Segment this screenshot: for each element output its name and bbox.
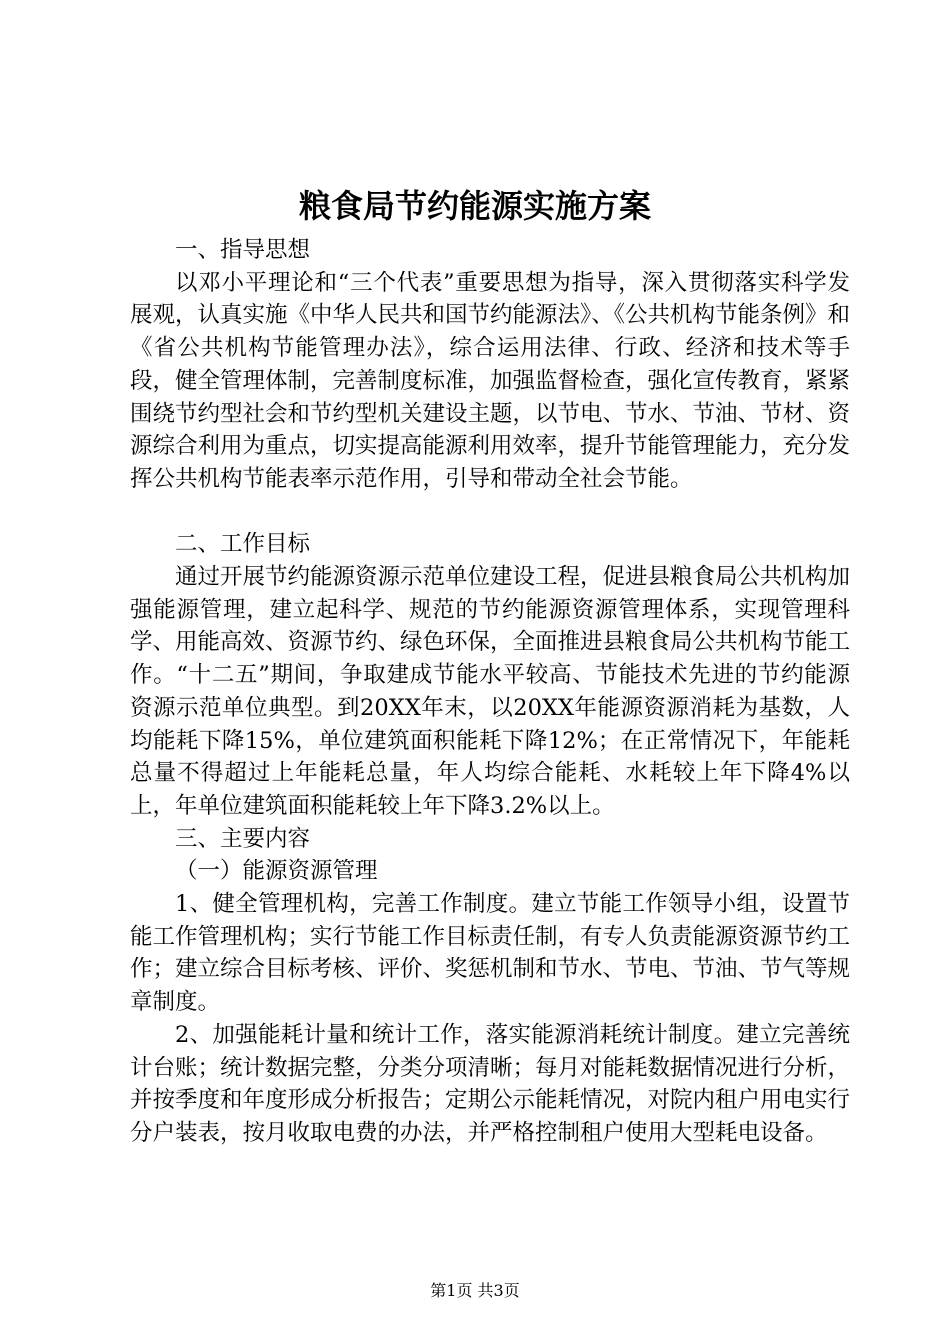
document-body — [130, 234, 850, 1150]
page-footer-page-number: 第1页 共3页 — [430, 1281, 520, 1300]
paragraph-management-organization: 1、健全管理机构，完善工作制度。建立节能工作领导小组，设置节能工作管理机构；实行节能工作目标责任制，有专人负责能源资源节约工作；建立综合目标考核、评价、奖惩机制和节水、节电、节油、节气等规章制度。 — [130, 891, 851, 1016]
document-title: 粮食局节约能源实施方案 — [298, 187, 651, 225]
paragraph-work-goals: 通过开展节约能源资源示范单位建设工程，促进县粮食局公共机构加强能源管理，建立起科学、规范的节约能源资源管理体系，实现管理科学、用能高效、资源节约、绿色环保，全面推进县粮食局公共机构节能工作。“十二五”期间，争取建成节能水平较高、节能技术先进的节约能源资源示范单位典型。到20XX年末，以20XX年能源资源消耗为基数，人均能耗下降15%，单位建筑面积能耗下降12%；在正常情况下，年能耗总量不得超过上年能耗总量，年人均综合能耗、水耗较上年下降4%以上，年单位建筑面积能耗较上年下降3.2%以上。 — [130, 564, 851, 819]
paragraph-energy-statistics: 2、加强能耗计量和统计工作，落实能源消耗统计制度。建立完善统计台账；统计数据完整，分类分项清晰；每月对能耗数据情况进行分析，并按季度和年度形成分析报告；定期公示能耗情况，对院内租户用电实行分户装表，按月收取电费的办法，并严格控制租户使用大型耗电设备。 — [130, 1021, 851, 1146]
section-heading-work-goals: 二、工作目标 — [175, 531, 311, 558]
section-heading-main-content: 三、主要内容 — [175, 825, 311, 852]
paragraph-spacer — [130, 496, 850, 529]
subsection-heading-energy-management: （一）能源资源管理 — [175, 858, 378, 885]
section-heading-guiding-ideology: 一、指导思想 — [175, 237, 311, 263]
paragraph-guiding-ideology: 以邓小平理论和“三个代表”重要思想为指导，深入贯彻落实科学发展观，认真实施《中华人民共和国节约能源法》、《公共机构节能条例》和《省公共机构节能管理办法》，综合运用法律、行政、经济和技术等手段，健全管理体制，完善制度标准，加强监督检查，强化宣传教育，紧紧围绕节约型社会和节约型机关建设主题，以节电、节水、节油、节材、资源综合利用为重点，切实提高能源利用效率，提升节能管理能力，充分发挥公共机构节能表率示范作用，引导和带动全社会节能。 — [130, 269, 851, 492]
